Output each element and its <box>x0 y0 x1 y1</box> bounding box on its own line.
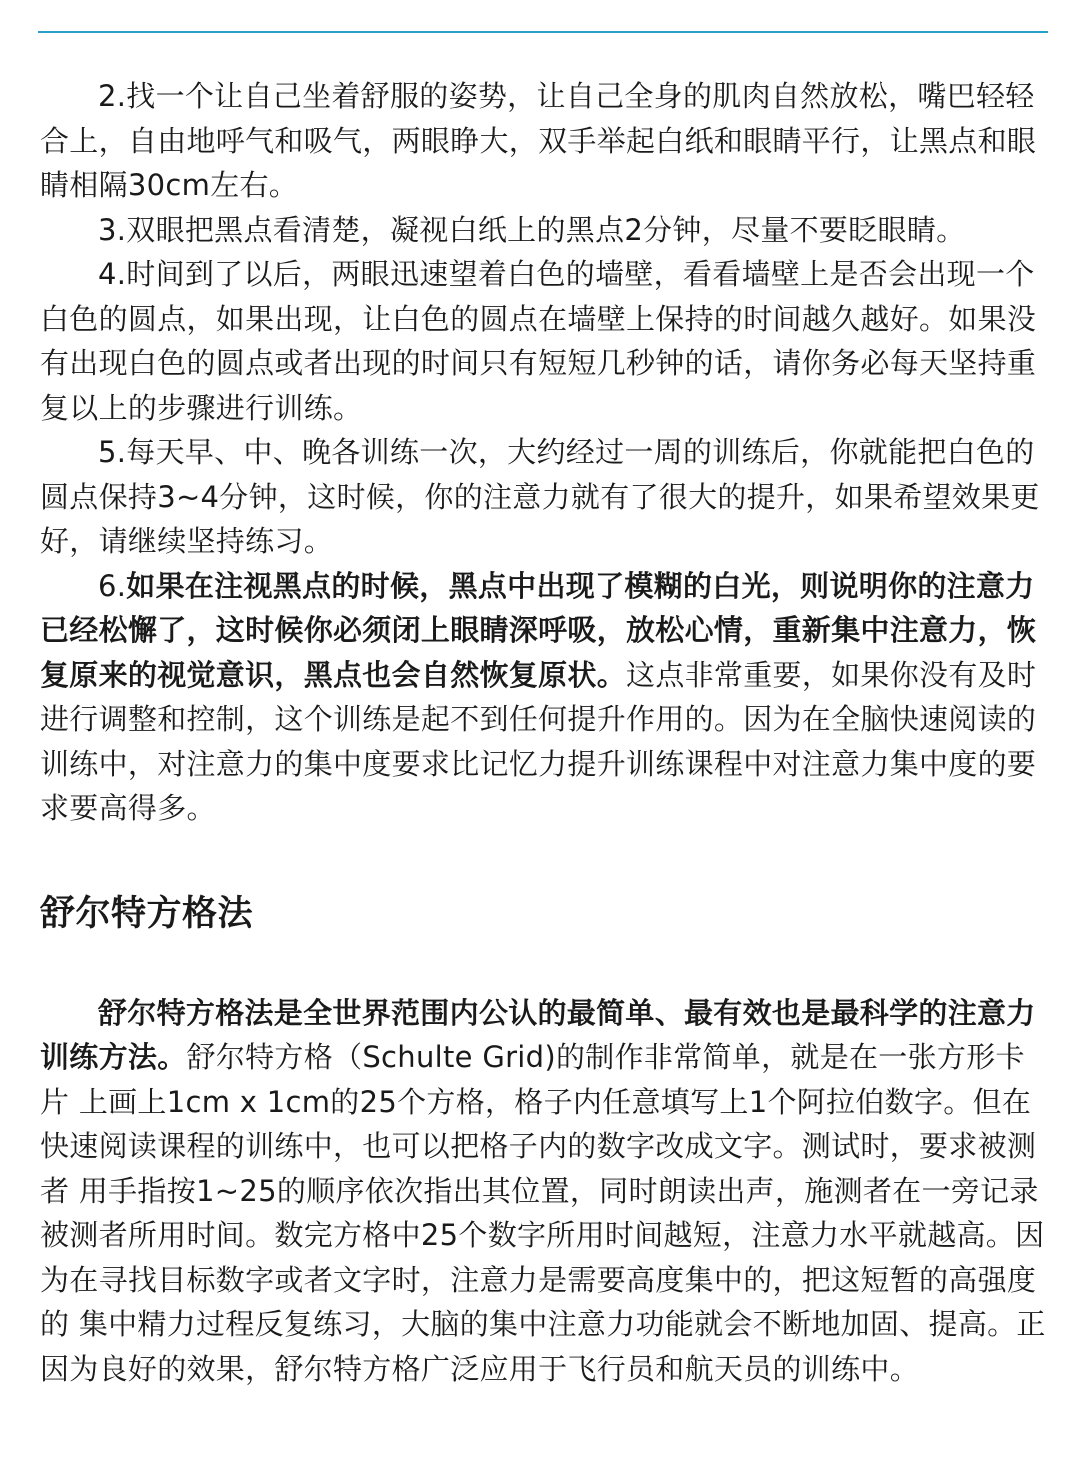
article-body <box>40 74 1048 1391</box>
heading-spacer <box>40 939 1048 991</box>
section-heading: 舒尔特方格法 <box>40 893 254 934</box>
top-divider <box>38 31 1048 33</box>
paragraph-step-4: 4.时间到了以后，两眼迅速望着白色的墙壁，看看墙壁上是否会出现一个白色的圆点，如果出现，让白色的圆点在墙壁上保持的时间越久越好。如果没有出现白色的圆点或者出现的时间只有短短几秒钟的话，请你务必每天坚持重复以上的步骤进行训练。 <box>40 257 1037 425</box>
paragraph-step-5: 5.每天早、中、晚各训练一次，大约经过一周的训练后，你就能把白色的圆点保持3~4分钟，这时候，你的注意力就有了很大的提升，如果希望效果更好，请继续坚持练习。 <box>40 435 1040 558</box>
paragraph-step-3: 3.双眼把黑点看清楚，凝视白纸上的黑点2分钟，尽量不要眨眼睛。 <box>98 212 966 247</box>
step-6-emphasis: 如果在注视黑点的时候，黑点中出现了模糊的白光，则说明你的注意力已经松懈了，这时候你必须闭上眼睛深呼吸，放松心情，重新集中注意力，恢复原来的视觉意识，黑点也会自然恢复原状。 <box>40 568 1037 692</box>
paragraph-schulte-intro <box>40 991 1048 1392</box>
step-6-rest: 这点非常重要，如果你没有及时进行调整和控制，这个训练是起不到任何提升作用的。因为在全脑快速阅读的训练中，对注意力的集中度要求比记忆力提升训练课程中对注意力集中度的要求要高得多。 <box>40 657 1037 825</box>
paragraph-step-6 <box>40 564 1048 831</box>
step-6-number: 6. <box>98 568 127 603</box>
paragraph-step-2: 2.找一个让自己坐着舒服的姿势，让自己全身的肌肉自然放松，嘴巴轻轻合上，自由地呼气和吸气，两眼睁大，双手举起白纸和眼睛平行，让黑点和眼睛相隔30cm左右。 <box>40 79 1037 202</box>
schulte-intro-emphasis: 舒尔特方格法是全世界范围内公认的最简单、最有效也是最科学的注意力训练方法。 <box>40 995 1036 1074</box>
schulte-intro-rest: 舒尔特方格（Schulte Grid)的制作非常简单，就是在一张方形卡片 上画上1cm x 1cm的25个方格，格子内任意填写上1个阿拉伯数字。但在快速阅读课程的训练中，也可以把格子内的数字改成文字。测试时，要求被测者 用手指按1~25的顺序依次指出其位置，同时朗读出声，施测者在一旁记录被测者所用时间。数完方格中25个数字所用时间越短，注意力水平就越高。因为在寻找目标数字或者文字时，注意力是需要高度集中的，把这短暂的高强度的 集中精力过程反复练习，大脑的集中注意力功能就会不断地加固、提高。正因为良好的效果，舒尔特方格广泛应用于飞行员和航天员的训练中。 <box>40 1040 1046 1386</box>
